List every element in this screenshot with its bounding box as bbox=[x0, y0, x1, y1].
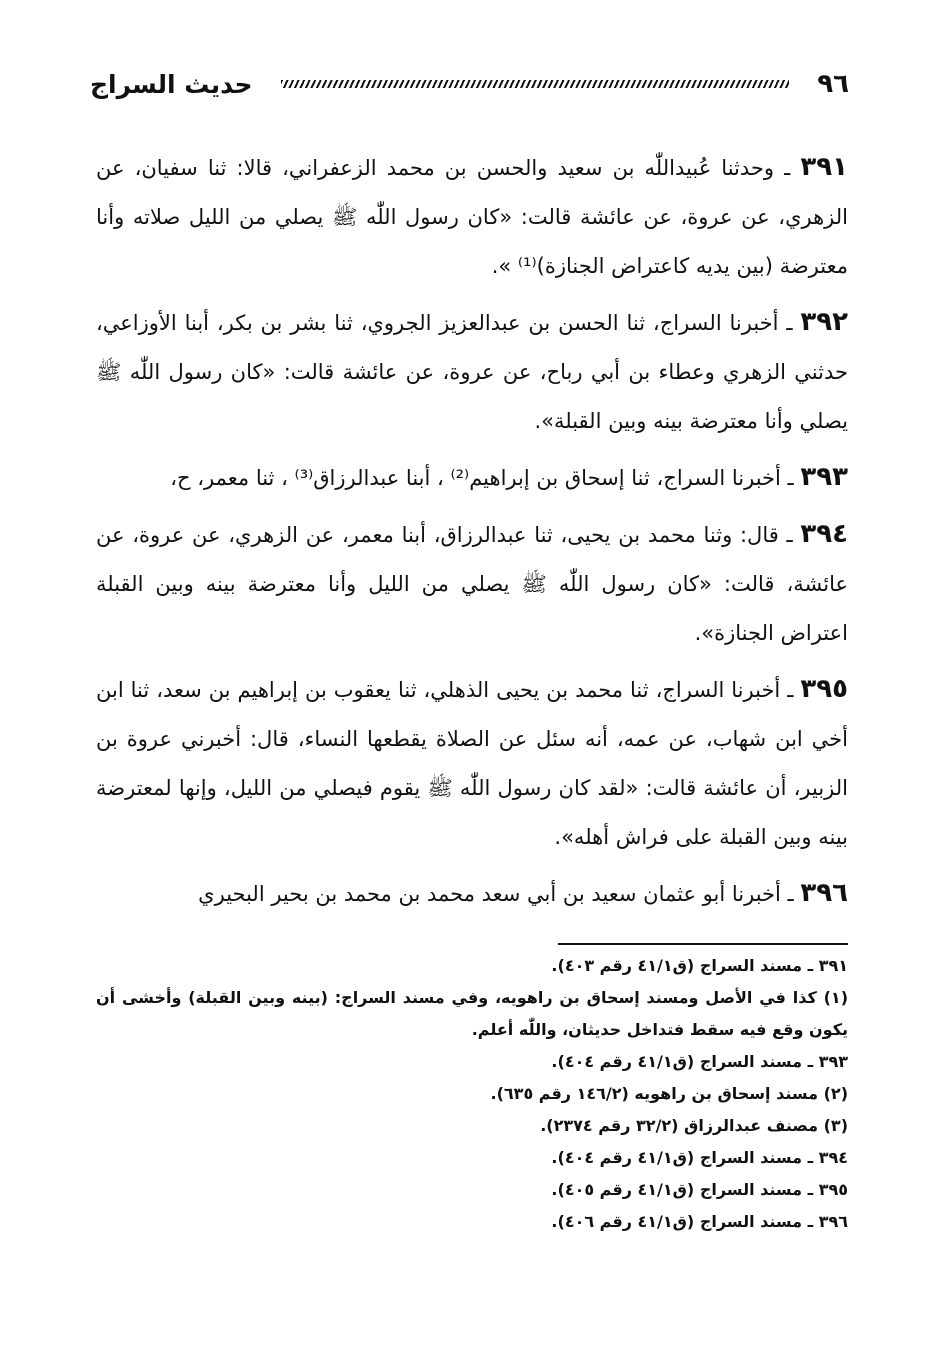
hadith-391 bbox=[96, 143, 848, 291]
hadith-text: ـ قال: وثنا محمد بن يحيى، ثنا عبدالرزاق، أبنا معمر، عن الزهري، عن عروة، عن عائشة، قالت: «كان رسول اللّٰه ﷺ يصلي من الليل وأنا معترضة بينه وبين القبلة اعتراض الجنازة». bbox=[96, 523, 848, 645]
running-title: حديث السراج bbox=[90, 69, 253, 99]
hadith-394 bbox=[96, 510, 848, 658]
hadith-392 bbox=[96, 298, 848, 446]
footnote: (٣) مصنف عبدالرزاق (٣٢/٢ رقم ٢٣٧٤). bbox=[540, 1116, 848, 1135]
hadith-393 bbox=[96, 453, 848, 503]
footnote: ٣٩٤ ـ مسند السراج (ق٤١/١ رقم ٤٠٤). bbox=[551, 1148, 848, 1167]
hadith-number: ٣٩١ bbox=[800, 152, 848, 182]
main-text bbox=[96, 143, 848, 926]
hadith-text: ـ أخبرنا السراج، ثنا إسحاق بن إبراهيم⁽²⁾ ، أبنا عبدالرزاق⁽³⁾ ، ثنا معمر، ح، bbox=[170, 466, 794, 490]
header-rule bbox=[281, 80, 790, 88]
hadith-395 bbox=[96, 665, 848, 862]
footnote-separator bbox=[558, 943, 848, 945]
footnote: ٣٩٣ ـ مسند السراج (ق٤١/١ رقم ٤٠٤). bbox=[551, 1052, 848, 1071]
hadith-396 bbox=[96, 869, 848, 919]
footnote: ٣٩٥ ـ مسند السراج (ق٤١/١ رقم ٤٠٥). bbox=[551, 1180, 848, 1199]
hadith-text: ـ وحدثنا عُبيداللّٰه بن سعيد والحسن بن محمد الزعفراني، قالا: ثنا سفيان، عن الزهري، عن عروة، عن عائشة قالت: «كان رسول اللّٰه ﷺ يصلي من الليل صلاته وأنا معترضة (بين يديه كاعتراض الجنازة)⁽¹⁾ ». bbox=[96, 156, 848, 278]
footnotes bbox=[96, 950, 848, 1238]
hadith-number: ٣٩٢ bbox=[800, 307, 848, 337]
footnote: (٢) مسند إسحاق بن راهويه (١٤٦/٢ رقم ٦٣٥). bbox=[490, 1084, 848, 1103]
page-number: ٩٦ bbox=[817, 69, 849, 99]
hadith-text: ـ أخبرنا السراج، ثنا محمد بن يحيى الذهلي، ثنا يعقوب بن إبراهيم بن سعد، ثنا ابن أخي ابن شهاب، عن عمه، أنه سئل عن الصلاة يقطعها النساء، قال: أخبرني عروة بن الزبير، أن عائشة قالت: «لقد كان رسول اللّٰه ﷺ يقوم فيصلي من الليل، وإنها لمعترضة بينه وبين القبلة على فراش أهله». bbox=[96, 678, 848, 849]
hadith-number: ٣٩٤ bbox=[800, 519, 848, 549]
hadith-number: ٣٩٦ bbox=[800, 878, 848, 908]
hadith-number: ٣٩٥ bbox=[800, 674, 848, 704]
footnote: (١) كذا في الأصل ومسند إسحاق بن راهويه، وفي مسند السراج: (بينه وبين القبلة) وأخشى أن يكون وقع فيه سقط فتداخل حديثان، واللّٰه أعلم. bbox=[96, 988, 848, 1039]
footnote: ٣٩١ ـ مسند السراج (ق٤١/١ رقم ٤٠٣). bbox=[551, 956, 848, 975]
hadith-text: ـ أخبرنا أبو عثمان سعيد بن أبي سعد محمد بن محمد بن بحير البحيري bbox=[198, 882, 794, 906]
footnote: ٣٩٦ ـ مسند السراج (ق٤١/١ رقم ٤٠٦). bbox=[551, 1212, 848, 1231]
page-header bbox=[90, 62, 849, 106]
hadith-number: ٣٩٣ bbox=[800, 462, 848, 492]
hadith-text: ـ أخبرنا السراج، ثنا الحسن بن عبدالعزيز الجروي، ثنا بشر بن بكر، أبنا الأوزاعي، حدثني الزهري وعطاء بن أبي رباح، عن عروة، عن عائشة قالت: «كان رسول اللّٰه ﷺ يصلي وأنا معترضة بينه وبين القبلة». bbox=[96, 311, 848, 433]
